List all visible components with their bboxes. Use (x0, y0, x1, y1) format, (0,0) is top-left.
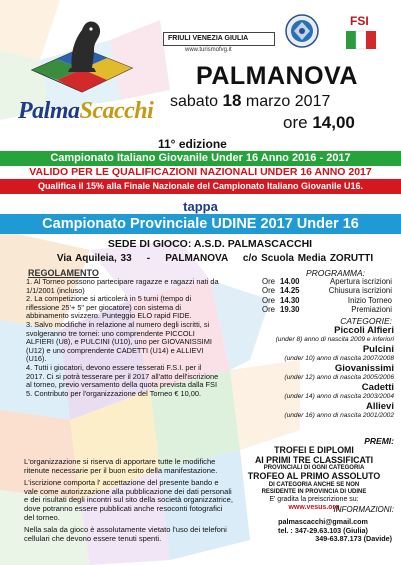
program-prefix: Ore (262, 286, 275, 296)
contact-phone: tel. : 347-29.63.103 (Giulia) (278, 525, 368, 535)
event-month-year: marzo 2017 (245, 93, 331, 110)
rules-list (26, 278, 221, 398)
program-row (262, 277, 392, 286)
program-event: Chiusura iscrizioni (328, 286, 392, 296)
prizes-line: AI PRIMI TRE CLASSIFICATI (254, 454, 374, 465)
rules-item: 2. La competizione si articolerà in 5 turni (tempo di riflessione 25'+ 5" per giocatore) con sistema di abbinamento svizzero. Punteggio ELO rapid FIDE. (26, 294, 192, 321)
program-event: Apertura iscrizioni (330, 277, 392, 286)
prizes-line: RESIDENTE IN PROVINCIA DI UDINE (261, 488, 367, 495)
provincial-championship-band: Campionato Provinciale UDINE 2017 Under 16 (0, 214, 401, 234)
contact-email[interactable]: palmascacchi@gmail.com (278, 517, 368, 526)
prizes-line: TROFEI E DIPLOMI (274, 445, 354, 455)
program-row (262, 286, 392, 295)
contact-phone: 349-63.87.173 (Davide) (315, 534, 392, 544)
category-name: Giovanissimi (334, 363, 394, 374)
venue-title: SEDE DI GIOCO: A.S.D. PALMASCACCHI (107, 238, 313, 250)
categories-list (222, 326, 394, 421)
fvg-url[interactable]: www.turismofvg.it (185, 47, 232, 53)
event-city: PALMANOVA (196, 62, 358, 90)
prizes-title: PREMI: (364, 436, 394, 446)
fsi-logo (342, 14, 382, 52)
event-time-prefix: ore (283, 113, 308, 132)
program-event: Premiazioni (351, 305, 392, 315)
tappa-label: tappa (183, 199, 218, 214)
rules-item: 1. Al Torneo possono partecipare ragazze e ragazzi nati da 1/1/2001 (incluso) (26, 277, 219, 295)
program-row (262, 305, 392, 314)
event-time (283, 113, 393, 133)
program-time: 14.30 (280, 295, 300, 305)
program-prefix: Ore (262, 295, 275, 305)
rules-title: REGOLAMENTO (28, 268, 99, 278)
program-time: 14.00 (280, 277, 300, 286)
prizes-line: E' gradita la preiscrizione su: (269, 495, 359, 503)
event-time-value: 14,00 (312, 113, 355, 132)
program-time: 19.30 (280, 305, 300, 315)
program-time: 14.25 (280, 286, 300, 296)
rules-item: 4. Tutti i giocatori, devono essere tesserati F.S.I. per il 2017. Ci si potrà tesserare per il 2017 all'atto dell'iscrizione al torneo, previo versamento della quota prevista dalla FSI (26, 362, 219, 390)
preregistration-link[interactable]: www.vesus.org (288, 504, 340, 512)
category-name: Pulcini (362, 344, 394, 355)
program-prefix: Ore (262, 277, 275, 286)
rules-item: 5. Contributo per l'organizzazione del Torneo € 10,00. (26, 388, 202, 398)
event-day: sabato (170, 93, 219, 110)
event-date (170, 91, 398, 111)
championship-band: Campionato Italiano Giovanile Under 16 Anno 2016 - 2017 (0, 151, 401, 166)
logo-name-part-b: Scacchi (79, 98, 154, 124)
prizes-line: DI CATEGORIA ANCHE SE NON (268, 481, 360, 488)
category-desc: (under 16) anno di nascita 2001/2002 (284, 412, 394, 419)
category-desc: (under 12) anno di nascita 2005/2006 (284, 374, 394, 381)
logo-wordmark (18, 98, 178, 125)
edition-label: 11° edizione (158, 137, 227, 151)
program-title: PROGRAMMA: (306, 268, 366, 278)
fvg-sponsor-logo (163, 30, 275, 54)
fsi-flag-icon (344, 29, 380, 51)
category-desc: (under 10) anno di nascita 2007/2008 (284, 355, 394, 362)
info-block (250, 518, 396, 544)
category-name: Allievi (366, 401, 394, 412)
note-paragraph: L'organizzazione si riserva di apportare tutte le modifiche ritenute necessarie per il buon esito della manifestazione. (24, 457, 218, 475)
municipal-seal-icon (285, 14, 319, 48)
prizes-block (234, 446, 394, 513)
notes-block (24, 458, 234, 547)
fsi-label: FSI (350, 14, 369, 28)
program-row (262, 296, 392, 305)
logo-name-part-a: Palma (18, 98, 80, 124)
program-prefix: Ore (262, 305, 275, 315)
prizes-line: TROFEO AL PRIMO ASSOLUTO (247, 471, 381, 482)
categories-title: CATEGORIE: (340, 316, 392, 326)
final-qualification-band: Qualifica il 15% alla Finale Nazionale del Campionato Italiano Giovanile U16. (0, 179, 401, 194)
qualification-band: VALIDO PER LE QUALIFICAZIONI NAZIONALI UNDER 16 ANNO 2017 (0, 166, 401, 178)
category-desc: (under 14) anno di nascita 2003/2004 (284, 393, 394, 400)
prizes-line: PROVINCIALI DI OGNI CATEGORIA (263, 465, 365, 472)
event-date-number: 18 (222, 91, 242, 110)
fvg-badge: FRIULI VENEZIA GIULIA (163, 32, 275, 46)
category-name: Piccoli Alfieri (334, 325, 394, 336)
note-paragraph: L'iscrizione comporta l' accettazione del presente bando e vale come autorizzazione alla pubblicazione dei dati personali e dei risultati degli incontri sul sito della società organizzatrice, dove potranno essere pubblicati anche resoconti fotografici del torneo. (24, 478, 233, 522)
program-schedule (262, 277, 392, 315)
info-title: INFORMAZIONI: (333, 505, 394, 514)
program-event: Inizio Torneo (347, 295, 392, 305)
rules-item: 3. Salvo modifiche in relazione al numero degli iscritti, si svolgeranno tre tornei: uno comprendente PICCOLI ALFIERI (U8), e PULCINI (U10), uno per GIOVANISSIMI (U12) e uno comprendente CADETTI (U14) e ALLIEVI (U16). (26, 319, 212, 364)
note-paragraph: Nella sala da gioco è assolutamente vietato l'uso dei telefoni cellulari che devono essere tenuti spenti. (24, 525, 227, 543)
venue-address: Via Aquileia, 33 - PALMANOVA c/o Scuola Media ZORUTTI (56, 253, 374, 264)
palmascacchi-logo-icon (22, 10, 142, 105)
category-desc: (under 8) anno di nascita 2009 e inferiori (275, 336, 394, 343)
category-name: Cadetti (361, 382, 394, 393)
